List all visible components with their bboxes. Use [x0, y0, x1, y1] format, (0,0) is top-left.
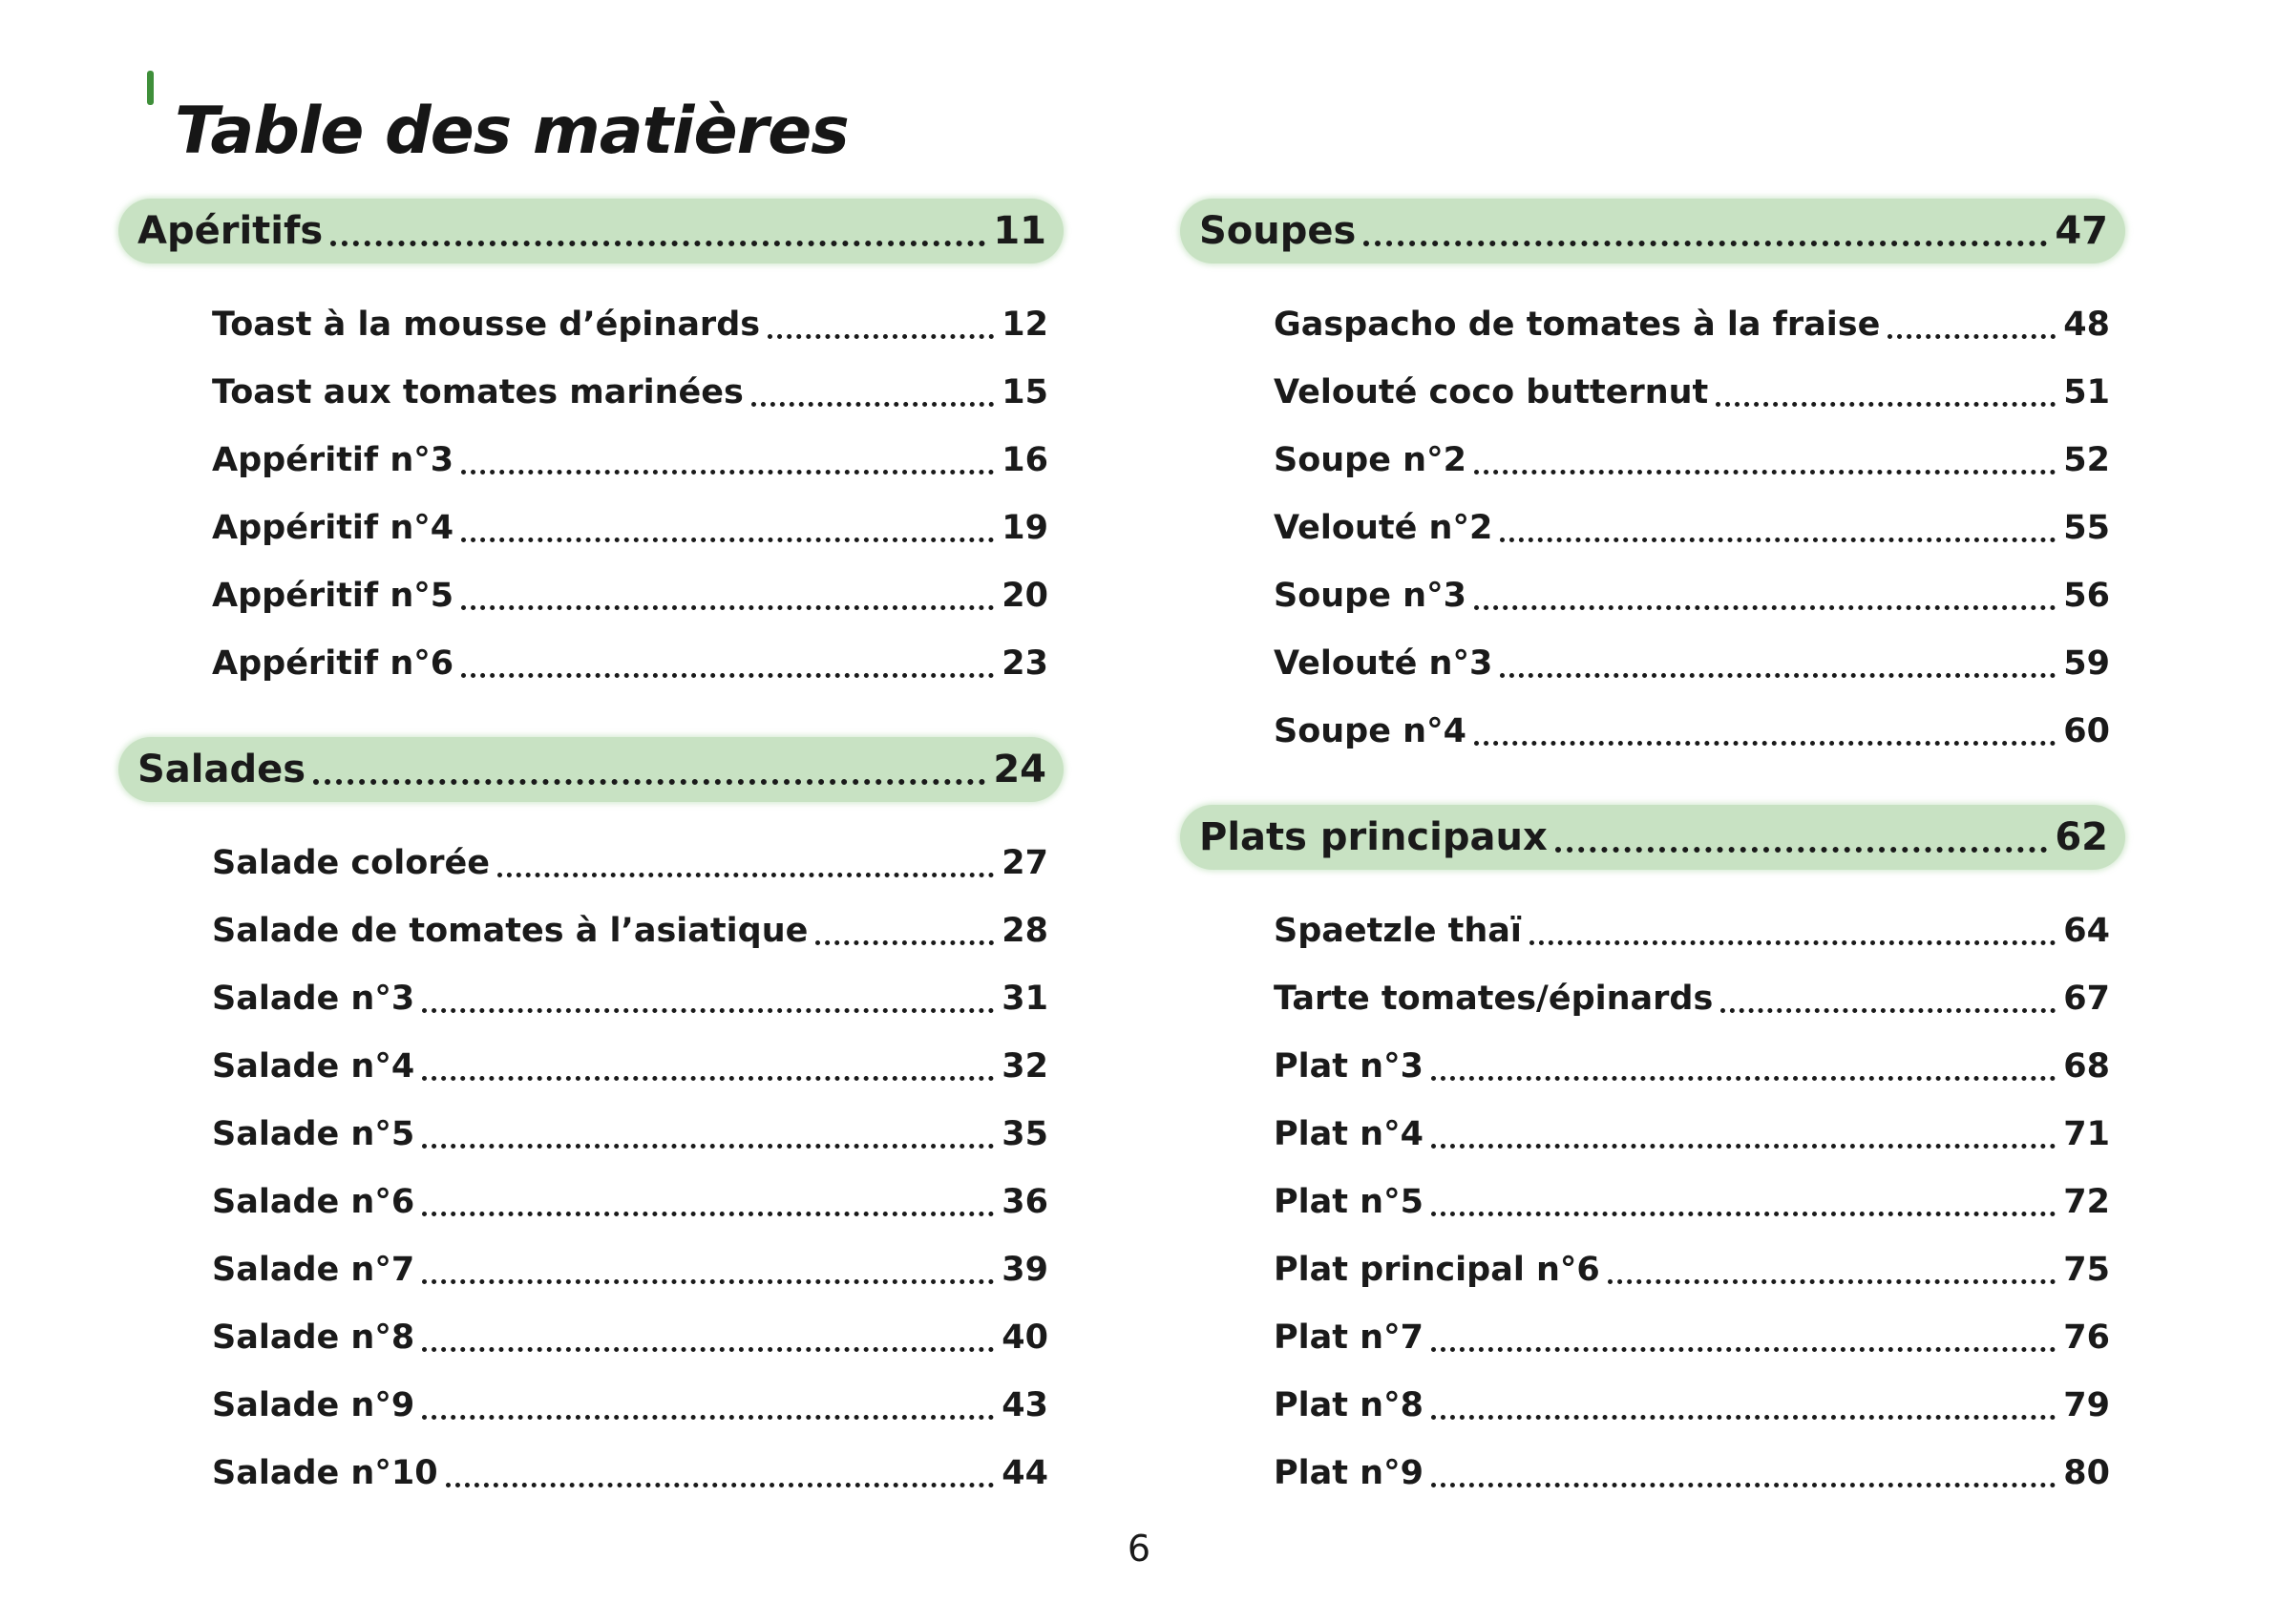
entry-page-number: 39: [1002, 1250, 1048, 1289]
section-spacer: [1180, 765, 2125, 805]
dot-leader: [1474, 426, 2056, 494]
entry-title: Gaspacho de tomates à la fraise: [1274, 305, 1881, 344]
entry-title: Appéritif n°5: [212, 576, 454, 615]
entry-title: Toast à la mousse d’épinards: [212, 305, 761, 344]
toc-entry[interactable]: [1274, 358, 2110, 426]
page-number: 6: [1127, 1528, 1151, 1570]
entry-title: Salade n°6: [212, 1182, 415, 1221]
toc-entry[interactable]: [212, 629, 1048, 697]
dot-leader: [422, 1032, 994, 1100]
entry-page-number: 27: [1002, 843, 1048, 882]
toc-entry[interactable]: [1274, 561, 2110, 629]
dot-leader: [1431, 1371, 2056, 1439]
title-accent-bar: [147, 71, 154, 105]
toc-entry[interactable]: [212, 1100, 1048, 1168]
toc-entry[interactable]: [212, 964, 1048, 1032]
section-page-number: 47: [2055, 209, 2108, 253]
dot-leader: [1474, 697, 2056, 765]
entry-title: Velouté n°2: [1274, 508, 1493, 547]
entry-title: Soupe n°4: [1274, 711, 1466, 750]
entry-page-number: 32: [1002, 1046, 1048, 1086]
entry-page-number: 52: [2063, 440, 2110, 479]
dot-leader: [446, 1439, 995, 1507]
section-title: Apéritifs: [137, 209, 324, 253]
toc-entry[interactable]: [1274, 697, 2110, 765]
toc-entry[interactable]: [1274, 1371, 2110, 1439]
entry-page-number: 51: [2063, 372, 2110, 411]
section-title: Salades: [137, 748, 306, 791]
section-page-number: 11: [993, 209, 1046, 253]
dot-leader: [1431, 1032, 2056, 1100]
entry-page-number: 76: [2063, 1318, 2110, 1357]
dot-leader: [815, 896, 994, 964]
toc-entry[interactable]: [212, 1371, 1048, 1439]
entry-title: Plat n°4: [1274, 1114, 1424, 1153]
dot-leader: [1608, 1235, 2057, 1303]
entry-page-number: 28: [1002, 911, 1048, 950]
entry-page-number: 35: [1002, 1114, 1048, 1153]
entry-page-number: 15: [1002, 372, 1048, 411]
entry-page-number: 44: [1002, 1453, 1048, 1492]
entry-page-number: 60: [2063, 711, 2110, 750]
dot-leader: [330, 199, 985, 264]
entry-page-number: 20: [1002, 576, 1048, 615]
entry-page-number: 59: [2063, 643, 2110, 683]
entry-title: Salade n°9: [212, 1385, 415, 1424]
entry-title: Velouté coco butternut: [1274, 372, 1709, 411]
dot-leader: [461, 561, 994, 629]
dot-leader: [461, 629, 994, 697]
dot-leader: [1529, 896, 2056, 964]
entry-title: Salade n°10: [212, 1453, 438, 1492]
page-title: Table des matières: [175, 94, 849, 169]
dot-leader: [461, 494, 994, 561]
entry-page-number: 56: [2063, 576, 2110, 615]
dot-leader: [422, 1235, 994, 1303]
toc-entry[interactable]: [212, 290, 1048, 358]
toc-left-column: [118, 199, 1064, 1507]
entry-title: Appéritif n°3: [212, 440, 454, 479]
toc-entry[interactable]: [212, 1439, 1048, 1507]
dot-leader: [1716, 358, 2056, 426]
dot-leader: [313, 737, 985, 802]
toc-entry[interactable]: [1274, 629, 2110, 697]
entry-page-number: 36: [1002, 1182, 1048, 1221]
dot-leader: [422, 1168, 994, 1235]
toc-entry[interactable]: [212, 1032, 1048, 1100]
toc-entry[interactable]: [212, 358, 1048, 426]
entry-page-number: 64: [2063, 911, 2110, 950]
dot-leader: [751, 358, 994, 426]
entry-page-number: 71: [2063, 1114, 2110, 1153]
toc-entry[interactable]: [1274, 290, 2110, 358]
section-title: Soupes: [1199, 209, 1357, 253]
entry-page-number: 43: [1002, 1385, 1048, 1424]
dot-leader: [422, 964, 994, 1032]
section-header-aperitifs[interactable]: [118, 199, 1064, 264]
entry-title: Salade n°8: [212, 1318, 415, 1357]
section-header-plats-principaux[interactable]: [1180, 805, 2125, 870]
entry-title: Soupe n°2: [1274, 440, 1466, 479]
dot-leader: [1431, 1100, 2056, 1168]
section-header-salades[interactable]: [118, 737, 1064, 802]
dot-leader: [768, 290, 994, 358]
toc-entry[interactable]: [212, 1235, 1048, 1303]
toc-right-column: [1180, 199, 2125, 1507]
entry-title: Salade n°7: [212, 1250, 415, 1289]
entry-title: Salade n°3: [212, 979, 415, 1018]
entry-title: Plat n°9: [1274, 1453, 1424, 1492]
toc-entry[interactable]: [212, 1303, 1048, 1371]
entry-title: Spaetzle thaï: [1274, 911, 1522, 950]
dot-leader: [1474, 561, 2056, 629]
entry-page-number: 55: [2063, 508, 2110, 547]
dot-leader: [1500, 629, 2056, 697]
entry-page-number: 19: [1002, 508, 1048, 547]
entry-title: Salade n°5: [212, 1114, 415, 1153]
section-entries-salades: [118, 802, 1064, 1507]
toc-entry[interactable]: [1274, 1168, 2110, 1235]
entry-page-number: 40: [1002, 1318, 1048, 1357]
entry-title: Soupe n°3: [1274, 576, 1466, 615]
dot-leader: [1431, 1303, 2056, 1371]
entry-title: Plat n°3: [1274, 1046, 1424, 1086]
section-header-soupes[interactable]: [1180, 199, 2125, 264]
toc-entry[interactable]: [212, 1168, 1048, 1235]
section-entries-plats-principaux: [1180, 870, 2125, 1507]
toc-entry[interactable]: [1274, 426, 2110, 494]
section-title: Plats principaux: [1199, 815, 1548, 859]
toc-entry[interactable]: [1274, 1235, 2110, 1303]
dot-leader: [1363, 199, 2047, 264]
entry-title: Appéritif n°4: [212, 508, 454, 547]
entry-title: Salade de tomates à l’asiatique: [212, 911, 809, 950]
dot-leader: [1720, 964, 2056, 1032]
dot-leader: [497, 829, 994, 896]
toc-entry[interactable]: [1274, 1100, 2110, 1168]
entry-title: Velouté n°3: [1274, 643, 1493, 683]
toc-entry[interactable]: [1274, 494, 2110, 561]
entry-title: Plat n°7: [1274, 1318, 1424, 1357]
entry-title: Tarte tomates/épinards: [1274, 979, 1714, 1018]
toc-entry[interactable]: [1274, 964, 2110, 1032]
entry-page-number: 72: [2063, 1182, 2110, 1221]
toc-entry[interactable]: [1274, 1032, 2110, 1100]
toc-entry[interactable]: [212, 829, 1048, 896]
entry-page-number: 16: [1002, 440, 1048, 479]
dot-leader: [1555, 805, 2048, 870]
toc-entry[interactable]: [1274, 1439, 2110, 1507]
dot-leader: [422, 1303, 994, 1371]
section-page-number: 24: [993, 748, 1046, 791]
section-page-number: 62: [2055, 815, 2108, 859]
entry-title: Appéritif n°6: [212, 643, 454, 683]
entry-page-number: 48: [2063, 305, 2110, 344]
toc-entry[interactable]: [212, 494, 1048, 561]
dot-leader: [1431, 1168, 2056, 1235]
section-entries-soupes: [1180, 264, 2125, 765]
toc-entry[interactable]: [212, 896, 1048, 964]
entry-page-number: 12: [1002, 305, 1048, 344]
entry-title: Toast aux tomates marinées: [212, 372, 744, 411]
entry-page-number: 31: [1002, 979, 1048, 1018]
entry-page-number: 68: [2063, 1046, 2110, 1086]
dot-leader: [1431, 1439, 2056, 1507]
entry-page-number: 67: [2063, 979, 2110, 1018]
dot-leader: [1500, 494, 2056, 561]
entry-title: Plat n°5: [1274, 1182, 1424, 1221]
dot-leader: [461, 426, 994, 494]
entry-page-number: 75: [2063, 1250, 2110, 1289]
dot-leader: [422, 1100, 994, 1168]
entry-title: Plat principal n°6: [1274, 1250, 1600, 1289]
entry-page-number: 23: [1002, 643, 1048, 683]
toc-entry[interactable]: [212, 561, 1048, 629]
entry-title: Salade n°4: [212, 1046, 415, 1086]
entry-title: Plat n°8: [1274, 1385, 1424, 1424]
section-spacer: [118, 697, 1064, 737]
toc-entry[interactable]: [212, 426, 1048, 494]
dot-leader: [422, 1371, 994, 1439]
entry-page-number: 80: [2063, 1453, 2110, 1492]
entry-title: Salade colorée: [212, 843, 490, 882]
section-entries-aperitifs: [118, 264, 1064, 697]
toc-entry[interactable]: [1274, 1303, 2110, 1371]
entry-page-number: 79: [2063, 1385, 2110, 1424]
toc-entry[interactable]: [1274, 896, 2110, 964]
dot-leader: [1888, 290, 2056, 358]
